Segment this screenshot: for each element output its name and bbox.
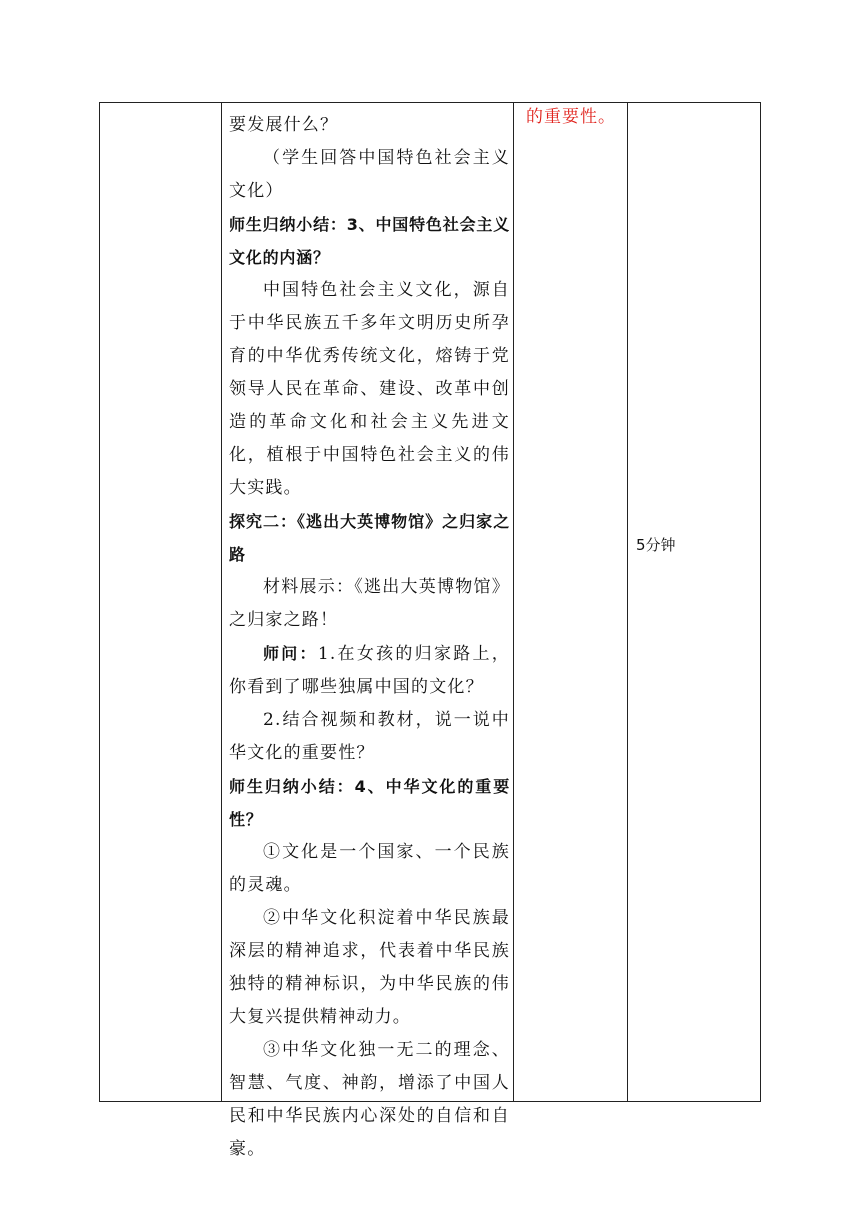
summary-heading: 师生归纳小结：4、中华文化的重要性？ [229, 777, 510, 829]
inquiry-heading: 探究二：《逃出大英博物馆》之归家之路 [229, 512, 510, 564]
design-intent-cell [514, 103, 628, 1101]
teaching-process-cell [222, 103, 514, 1159]
process-paragraph: ②中华文化积淀着中华民族最深层的精神追求，代表着中华民族独特的精神标识，为中华民族的伟大复兴提供精神动力。 [229, 908, 510, 1027]
design-intent-text: 的重要性。 [526, 107, 616, 127]
time-cell [628, 103, 762, 1101]
process-paragraph: 2.结合视频和教材，说一说中华文化的重要性？ [229, 710, 510, 763]
lesson-plan-table [99, 102, 761, 1159]
process-paragraph: （学生回答中国特色社会主义文化） [229, 148, 510, 201]
summary-heading: 师生归纳小结：3、中国特色社会主义文化的内涵？ [229, 215, 510, 267]
process-paragraph: 要发展什么？ [229, 115, 339, 135]
teacher-question-text: 1.在女孩的归家路上，你看到了哪些独属中国的文化？ [229, 644, 510, 697]
process-paragraph: 材料展示：《逃出大英博物馆》之归家之路！ [229, 577, 510, 630]
process-paragraph: ③中华文化独一无二的理念、智慧、气度、神韵，增添了中国人民和中华民族内心深处的自信和自豪。 [229, 1040, 510, 1159]
process-paragraph: ①文化是一个国家、一个民族的灵魂。 [229, 842, 510, 895]
teacher-question-label: 师问： [263, 644, 318, 663]
process-paragraph: 中国特色社会主义文化，源自于中华民族五千多年文明历史所孕育的中华优秀传统文化，熔铸于党领导人民在革命、建设、改革中创造的革命文化和社会主义先进文化，植根于中国特色社会主义的伟大实践。 [229, 280, 510, 498]
time-allocation: 5分钟 [636, 535, 676, 554]
teacher-question [229, 637, 510, 704]
